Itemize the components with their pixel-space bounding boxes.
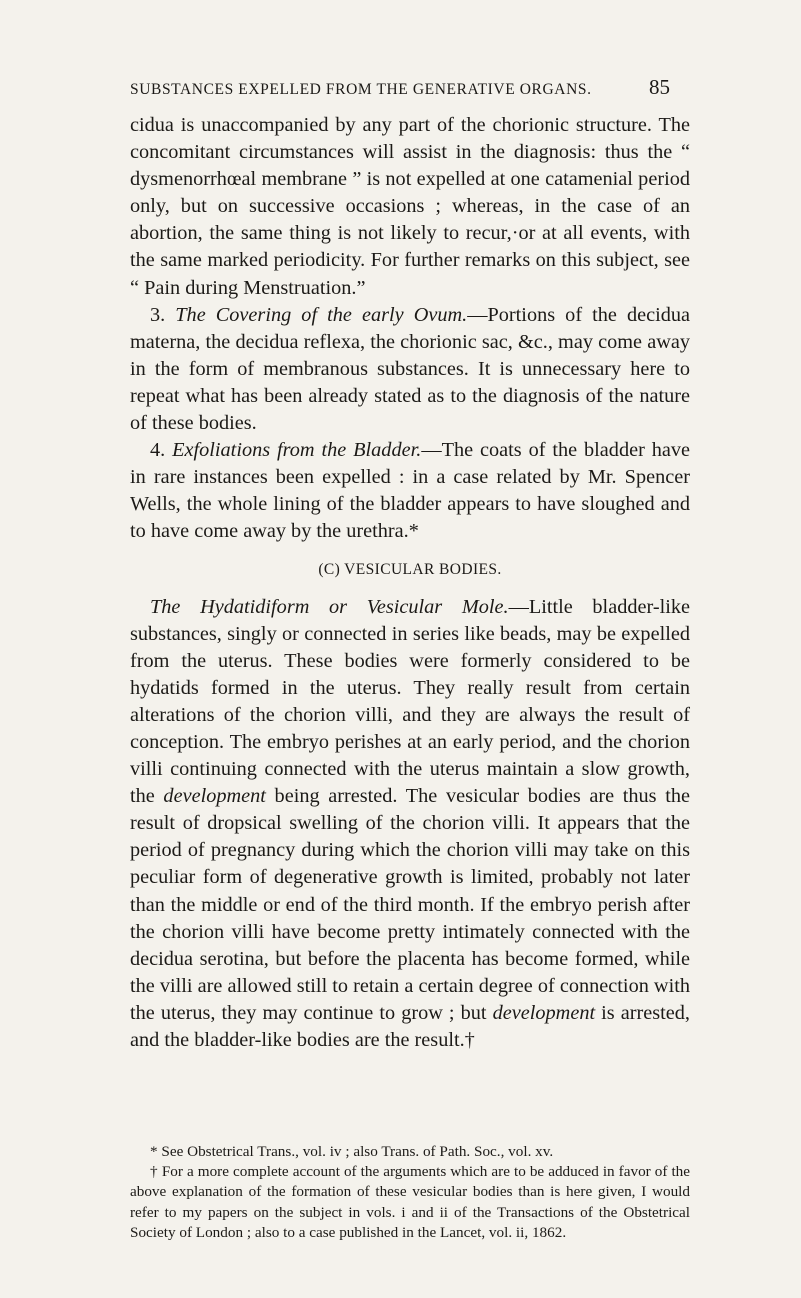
item-title: Exfoliations from the Bladder. — [172, 439, 422, 462]
item-number: 4. — [150, 439, 173, 462]
body-text — [130, 112, 690, 1054]
emphasis-word: development — [492, 1001, 596, 1024]
emphasis-word: development — [163, 785, 266, 808]
paragraph-text: —Little bladder-like substances, singly or connected in series like beads, may be expelled from the uterus. These bodies were formerly considered to be hydatids formed in the uterus. They really result from certain alterations of the chorion villi, and they are always the result of conception. The embryo perishes at an early period, and the chorion villi continuing connected with the uterus maintain a slow growth, the — [130, 595, 690, 808]
running-header — [130, 75, 670, 100]
paragraph-text: —Portions of the decidua materna, the decidua reflexa, the chorionic sac, &c., may come away in the form of membranous substances. It is unnecessary here to repeat what has been already stated as to the diagnosis of the nature of these bodies. — [130, 303, 691, 435]
paragraph-text: cidua is unaccompanied by any part of the chorionic structure. The concomitant circumstances will assist in the diagnosis: thus the “ dysmenorrhœal membrane ” is not expelled at one catamenial period only, but on successive occasions ; whereas, in the case of an abortion, the same thing is not likely to recur,·or at all events, with the same marked periodicity. For further remarks on this subject, see “ Pain during Menstruation.” — [130, 114, 690, 299]
paragraph-text: is arrested, and the bladder-like bodies are the result.† — [130, 1001, 691, 1051]
page-number: 85 — [649, 75, 670, 99]
item-title: The Covering of the early Ovum. — [175, 303, 468, 326]
section-heading: (C) VESICULAR BODIES. — [318, 560, 502, 578]
running-title: SUBSTANCES EXPELLED FROM THE GENERATIVE ORGANS. — [130, 81, 592, 98]
paragraph-exfoliations — [130, 437, 690, 545]
footnote-2: † For a more complete account of the arguments which are to be adduced in favor of the above explanation of the formation of these vesicular bodies than is here given, I would refer to my papers on the subject in vols. i and ii of the Transactions of the Obstetrical Society of London ; also to a case published in the Lancet, vol. ii, 1862. — [130, 1163, 690, 1241]
item-title: The Hydatidiform or Vesicular Mole. — [150, 595, 509, 618]
footnotes — [130, 1142, 690, 1243]
paragraph-text: being arrested. The vesicular bodies are thus the result of dropsical swelling of the chorion villi. It appears that the period of pregnancy during which the chorion villi may take on this peculiar form of degenerative growth is limited, probably not later than the middle or end of the third month. If the embryo perish after the chorion villi have become pretty intimately connected with the decidua serotina, but before the placenta has become formed, while the villi are allowed still to retain a certain degree of connection with the uterus, they may continue to grow ; but — [130, 785, 690, 1024]
item-number: 3. — [150, 303, 176, 326]
paragraph-text: —The coats of the bladder have in rare instances been expelled : in a case related by Mr. Spencer Wells, the whole lining of the bladder appears to have sloughed and to have come away by the urethra.* — [130, 439, 691, 543]
footnote-1: * See Obstetrical Trans., vol. iv ; also Trans. of Path. Soc., vol. xv. — [150, 1143, 554, 1160]
paragraph-continuation — [130, 112, 690, 302]
paragraph-covering-ovum — [130, 302, 690, 437]
paragraph-vesicular-mole — [130, 594, 690, 1055]
